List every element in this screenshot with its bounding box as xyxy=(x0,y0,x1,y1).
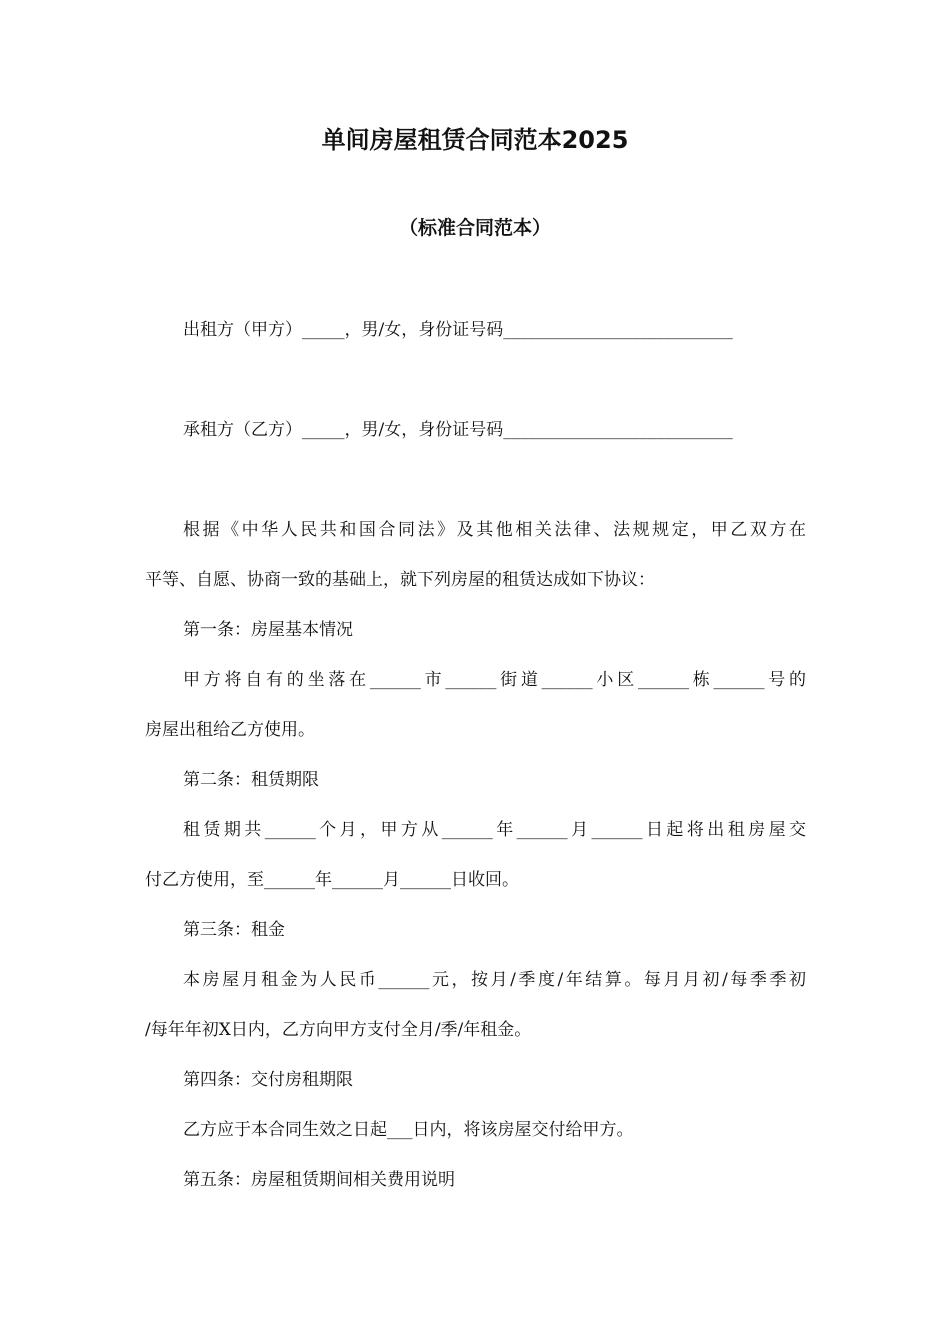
lessor-line-text: 出租方（甲方）_____，男/女，身份证号码 xyxy=(183,320,504,340)
article4-heading: 第四条：交付房租期限 xyxy=(183,1070,353,1090)
lessor-id-blank: ___________________________ xyxy=(503,320,733,340)
article1-line-1: 甲方将自有的坐落在______市______街道______小区______栋______号的 xyxy=(183,670,806,690)
lessor-line xyxy=(183,318,733,342)
lessee-id-blank: ___________________________ xyxy=(503,420,733,440)
lessee-line-text: 承租方（乙方）_____，男/女，身份证号码 xyxy=(183,420,504,440)
document-subtitle: （标准合同范本） xyxy=(398,217,551,239)
article4-line-1: 乙方应于本合同生效之日起___日内，将该房屋交付给甲方。 xyxy=(183,1120,634,1140)
article2-line-1: 租赁期共______个月，甲方从______年______月______日起将出租房屋交 xyxy=(183,820,806,840)
article3-line-1: 本房屋月租金为人民币______元，按月/季度/年结算。每月月初/每季季初 xyxy=(183,970,806,990)
article2-heading: 第二条：租赁期限 xyxy=(183,770,319,790)
article3-line-2: /每年年初X日内，乙方向甲方支付全月/季/年租金。 xyxy=(145,1020,532,1040)
article1-heading: 第一条：房屋基本情况 xyxy=(183,620,353,640)
article3-heading: 第三条：租金 xyxy=(183,920,285,940)
preamble-line-1: 根据《中华人民共和国合同法》及其他相关法律、法规规定，甲乙双方在 xyxy=(183,520,806,540)
article5-heading: 第五条：房屋租赁期间相关费用说明 xyxy=(183,1170,455,1190)
preamble-line-2: 平等、自愿、协商一致的基础上，就下列房屋的租赁达成如下协议： xyxy=(145,570,655,590)
lessee-line xyxy=(183,418,733,442)
article2-line-2: 付乙方使用，至______年______月______日收回。 xyxy=(145,870,519,890)
article1-line-2: 房屋出租给乙方使用。 xyxy=(145,720,315,740)
document-title: 单间房屋租赁合同范本2025 xyxy=(321,126,629,154)
